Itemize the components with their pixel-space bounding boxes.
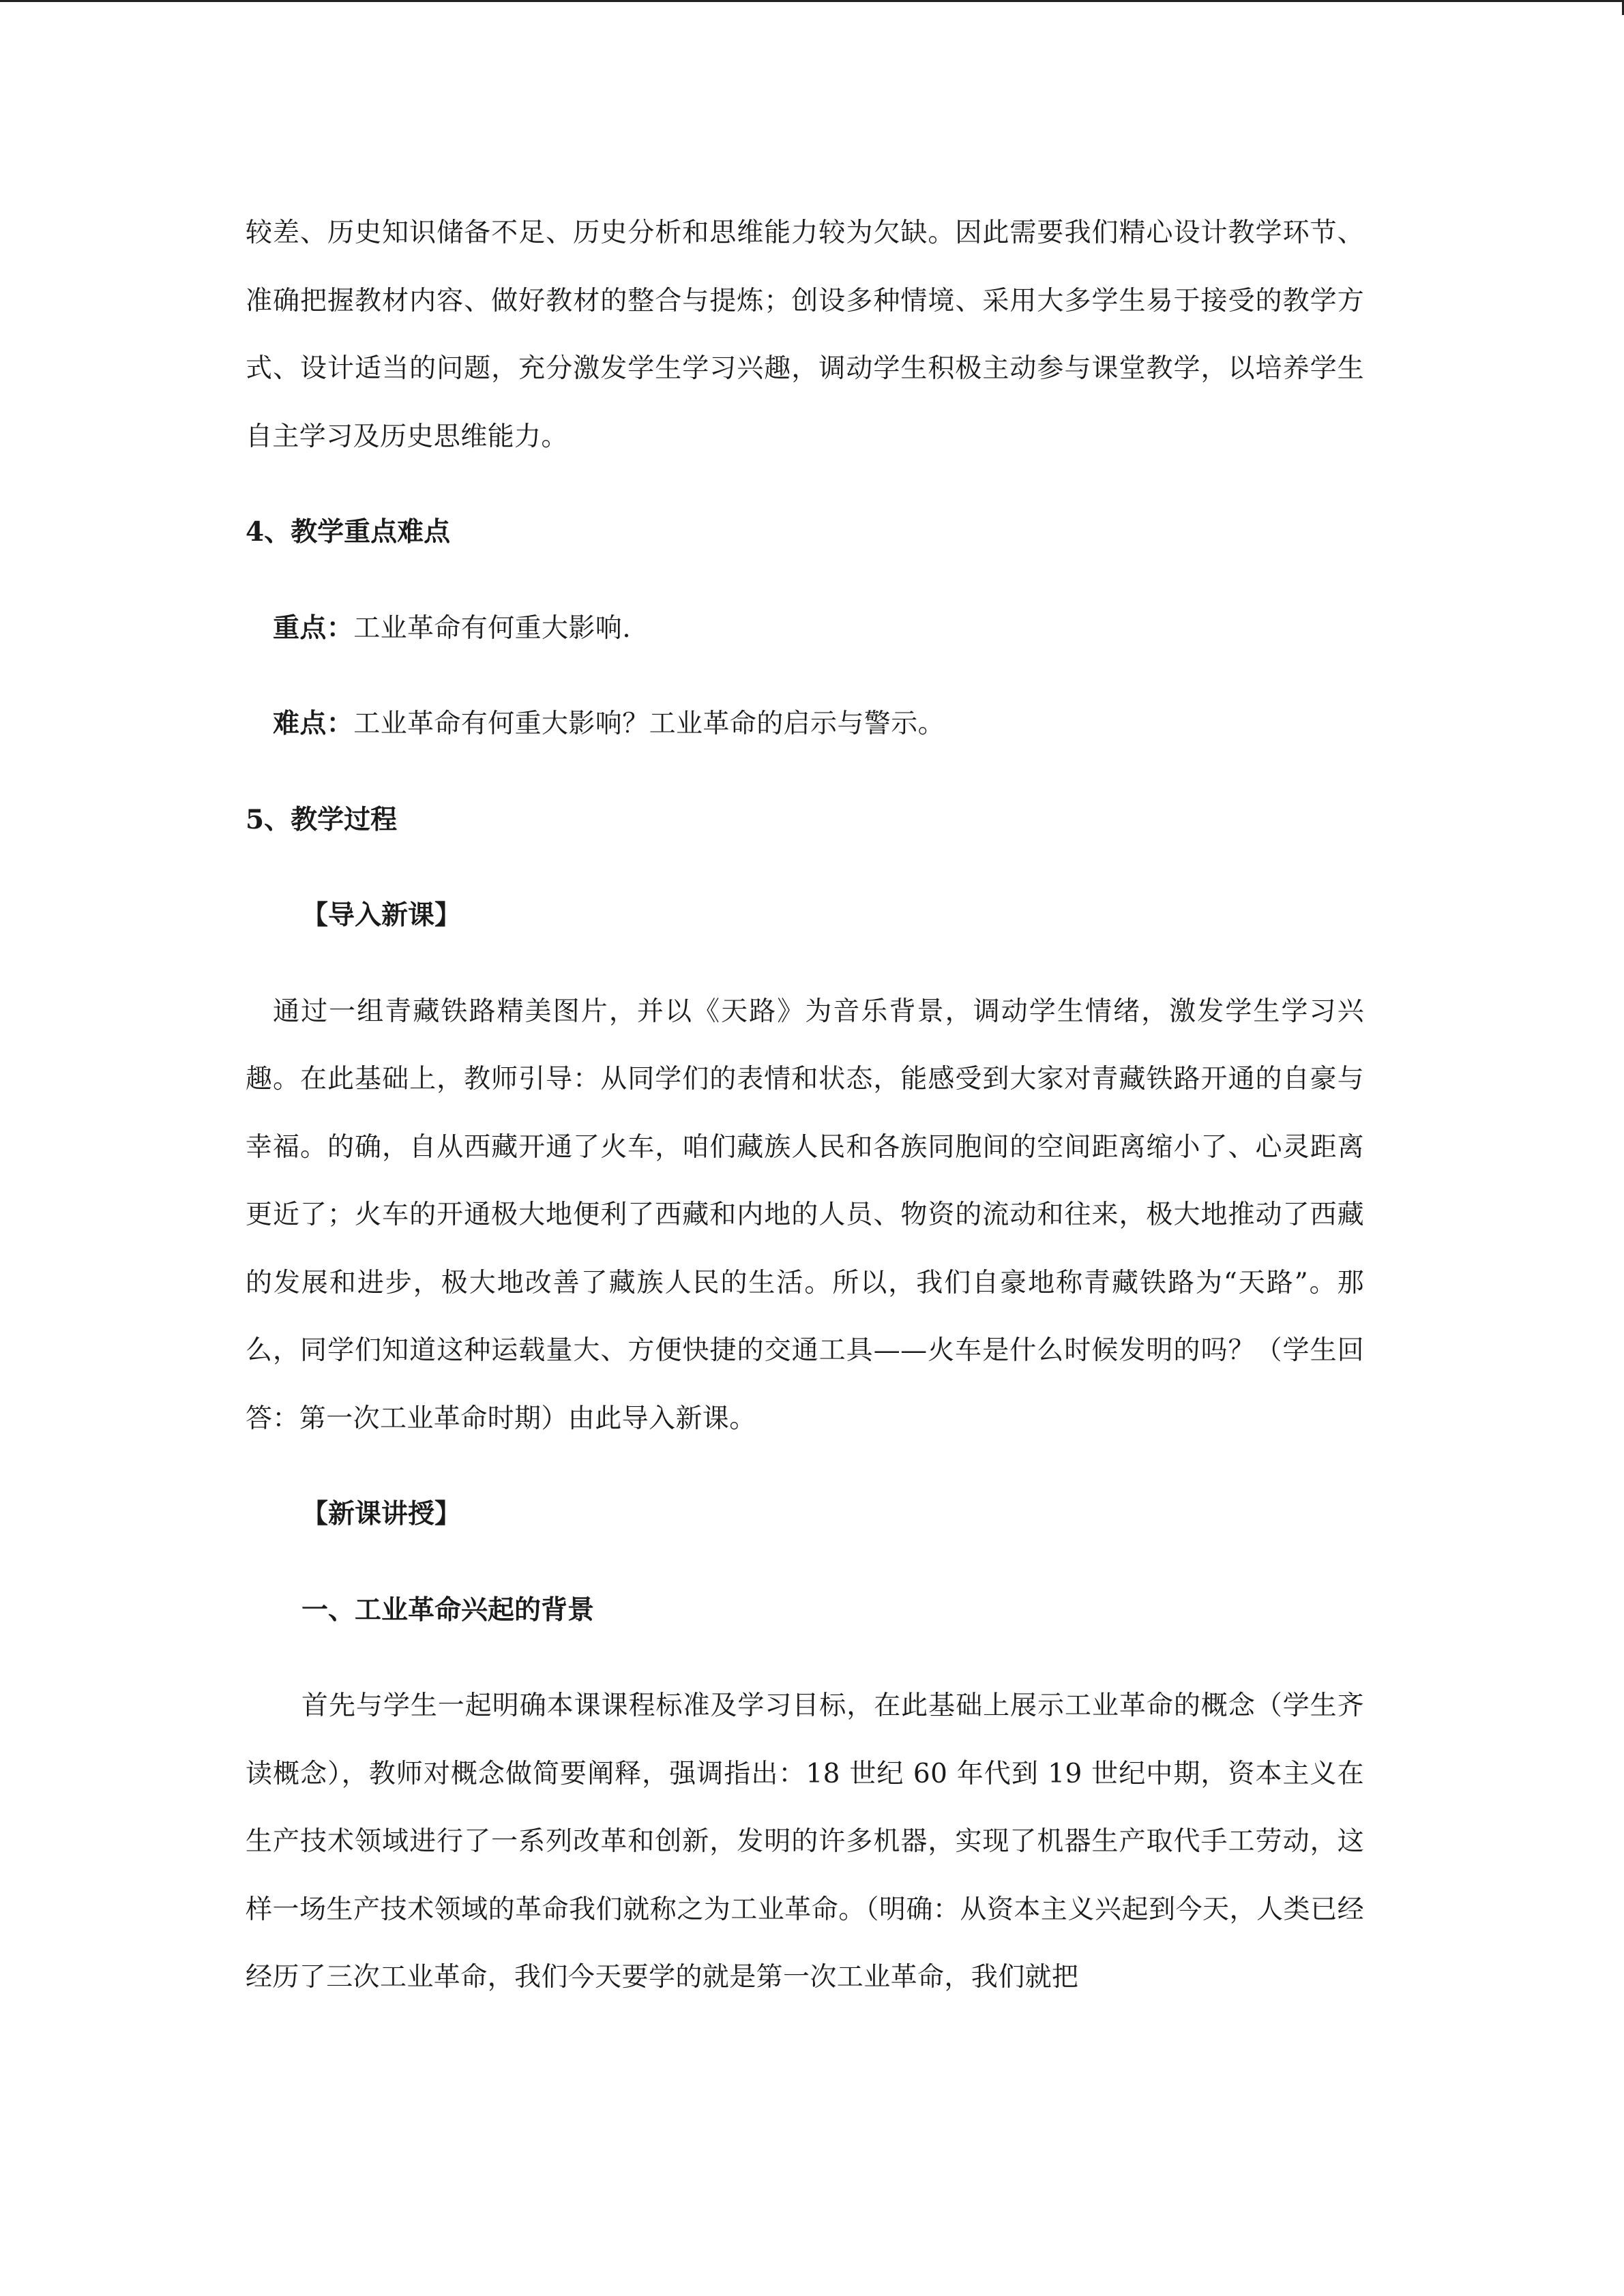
heading-teaching-process: 5、教学过程 (246, 803, 398, 835)
paragraph-introduction: 通过一组青藏铁路精美图片，并以《天路》为音乐背景，调动学生情绪，激发学生学习兴趣。在此基础上，教师引导：从同学们的表情和状态，能感受到大家对青藏铁路开通的自豪与幸福。的确，自从西藏开通了火车，咱们藏族人民和各族同胞间的空间距离缩小了、心灵距离更近了；火车的开通极大地便利了西藏和内地的人员、物资的流动和往来，极大地推动了西藏的发展和进步，极大地改善了藏族人民的生活。所以，我们自豪地称青藏铁路为“天路”。那么，同学们知道这种运载量大、方便快捷的交通工具——火车是什么时候发明的吗？（学生回答：第一次工业革命时期）由此导入新课。 (246, 996, 1364, 1434)
paragraph-difficulty (246, 690, 1364, 758)
paragraph-student-analysis: 较差、历史知识储备不足、历史分析和思维能力较为欠缺。因此需要我们精心设计教学环节、准确把握教材内容、做好教材的整合与提炼；创设多种情境、采用大多学生易于接受的教学方式、设计适当的问题，充分激发学生学习兴趣，调动学生积极主动参与课堂教学，以培养学生自主学习及历史思维能力。 (246, 218, 1364, 452)
paragraph-background: 首先与学生一起明确本课课程标准及学习目标，在此基础上展示工业革命的概念（学生齐读概念），教师对概念做简要阐释，强调指出：18 世纪 60 年代到 19 世纪中期，资本主义在生产技术领域进行了一系列改革和创新，发明的许多机器，实现了机器生产取代手工劳动，这样一场生产技术领域的革命我们就称之为工业革命。（明确：从资本主义兴起到今天，人类已经经历了三次工业革命，我们今天要学的就是第一次工业革命，我们就把 (246, 1690, 1364, 1993)
heading-teaching-focus: 4、教学重点难点 (246, 516, 451, 548)
section-title-introduction: 【导入新课】 (301, 899, 462, 931)
subheading-background: 一、工业革命兴起的背景 (301, 1594, 595, 1626)
paragraph-key-point (246, 595, 1364, 663)
section-title-new-lesson: 【新课讲授】 (301, 1498, 462, 1530)
document-body (246, 199, 1364, 2040)
page-top-border (0, 0, 1624, 2)
difficulty-label: 难点： (273, 708, 354, 739)
key-point-text: 工业革命有何重大影响. (353, 612, 632, 644)
difficulty-text: 工业革命有何重大影响？工业革命的启示与警示。 (353, 709, 945, 739)
key-point-label: 重点： (273, 612, 354, 644)
